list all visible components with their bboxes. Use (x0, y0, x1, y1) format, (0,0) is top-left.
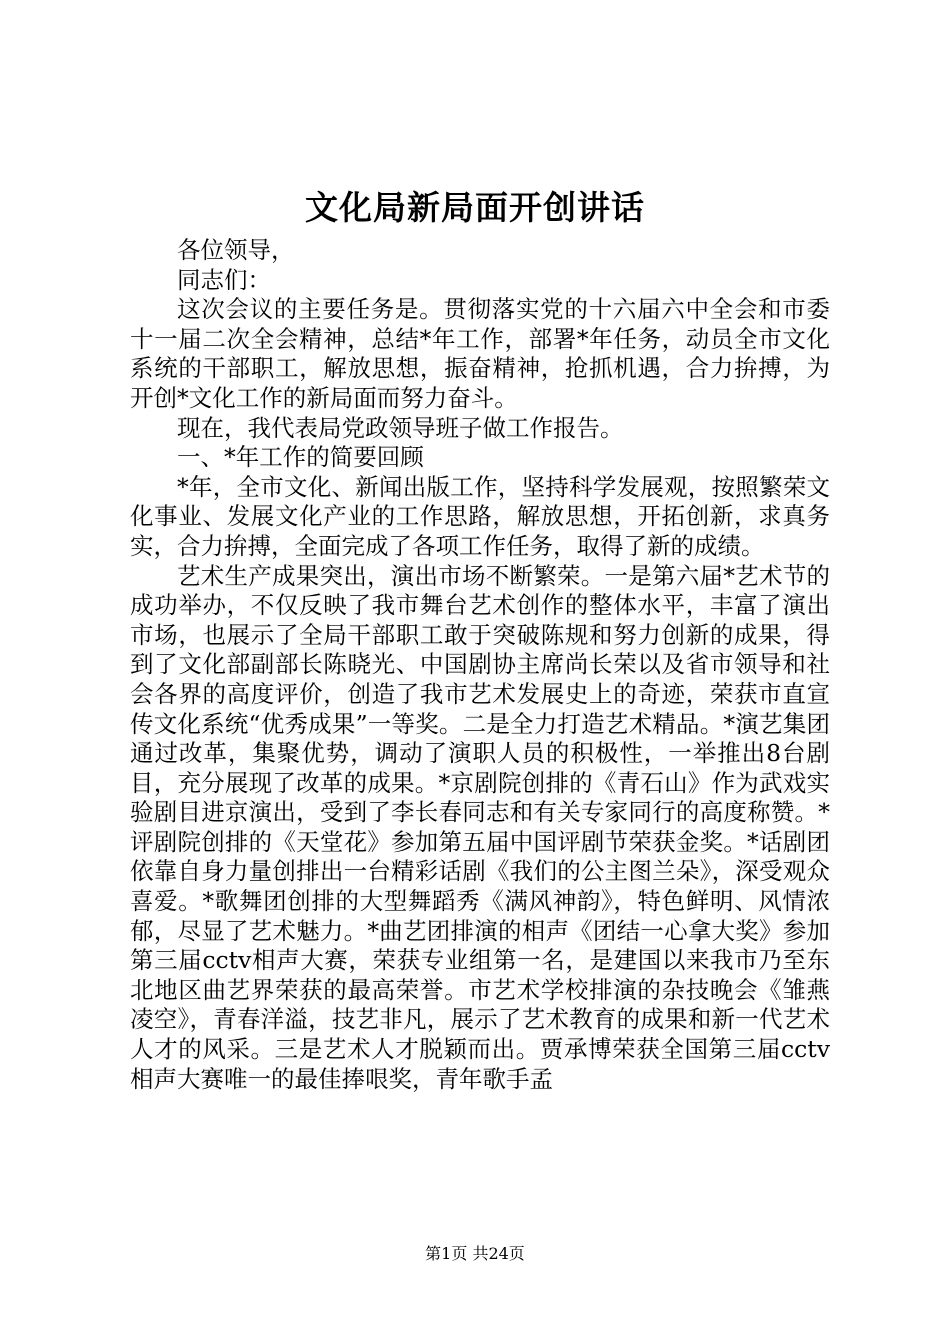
paragraph-salutation-leaders: 各位领导， (177, 236, 295, 264)
section-heading-review: 一、*年工作的简要回顾 (177, 443, 424, 472)
document-title: 文化局新局面开创讲话 (305, 188, 645, 227)
paragraph-annual-summary: *年，全市文化、新闻出版工作，坚持科学发展观，按照繁荣文化事业、发展文化产业的工作思路，解放思想，开拓创新，求真务实，合力拚搏，全面完成了各项工作任务，取得了新的成绩。 (130, 472, 830, 560)
paragraph-report-intro: 现在，我代表局党政领导班子做工作报告。 (177, 413, 624, 442)
paragraph-art-production: 艺术生产成果突出，演出市场不断繁荣。一是第六届*艺术节的成功举办，不仅反映了我市舞台艺术创作的整体水平，丰富了演出市场，也展示了全局干部职工敢于突破陈规和努力创新的成果，得到了文化部副部长陈晓光、中国剧协主席尚长荣以及省市领导和社会各界的高度评价，创造了我市艺术发展史上的奇迹，荣获市直宣传文化系统“优秀成果”一等奖。二是全力打造艺术精品。*演艺集团通过改革，集聚优势，调动了演职人员的积极性，一举推出8台剧目，充分展现了改革的成果。*京剧院创排的《青石山》作为武戏实验剧目进京演出，受到了李长春同志和有关专家同行的高度称赞。*评剧院创排的《天堂花》参加第五届中国评剧节荣获金奖。*话剧团依靠自身力量创排出一台精彩话剧《我们的公主图兰朵》，深受观众喜爱。*歌舞团创排的大型舞蹈秀《满风神韵》，特色鲜明、风情浓郁，尽显了艺术魅力。*曲艺团排演的相声《团结一心拿大奖》参加第三届cctv相声大赛，荣获专业组第一名，是建国以来我市乃至东北地区曲艺界荣获的最高荣誉。市艺术学校排演的杂技晚会《雏燕凌空》，青春洋溢，技艺非凡，展示了艺术教育的成果和新一代艺术人才的风采。三是艺术人才脱颖而出。贾承博荣获全国第三届cctv相声大赛唯一的最佳捧哏奖，青年歌手孟 (130, 561, 830, 1093)
document-body (130, 236, 830, 1094)
paragraph-salutation-comrades: 同志们： (177, 265, 271, 294)
page-footer: 第1页 共24页 (425, 1244, 525, 1263)
paragraph-meeting-task: 这次会议的主要任务是。贯彻落实党的十六届六中全会和市委十一届二次全会精神，总结*年工作，部署*年任务，动员全市文化系统的干部职工，解放思想，振奋精神，抢抓机遇，合力拚搏，为开创*文化工作的新局面而努力奋斗。 (130, 295, 830, 412)
